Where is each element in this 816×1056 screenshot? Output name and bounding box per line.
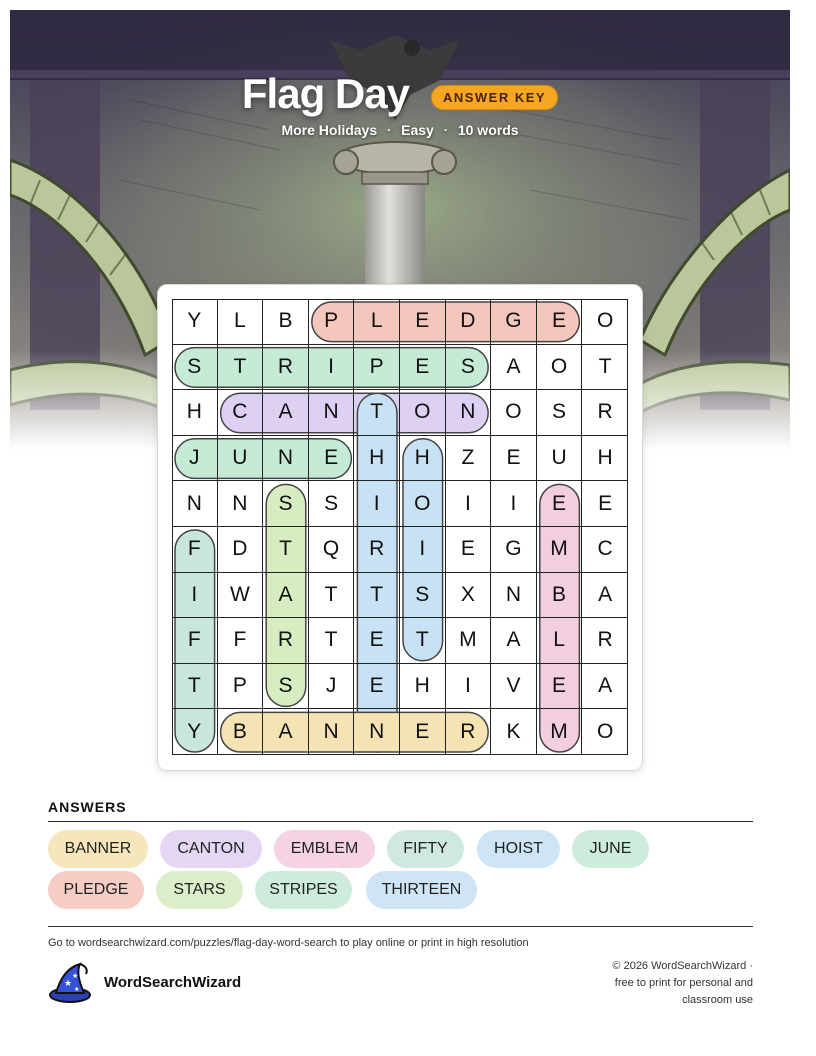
grid-cell[interactable]: H <box>400 436 446 482</box>
grid-cell[interactable]: E <box>400 345 446 391</box>
grid-cell[interactable]: E <box>582 481 628 527</box>
answer-pill-thirteen: THIRTEEN <box>366 871 477 909</box>
grid-cell[interactable]: E <box>400 709 446 755</box>
grid-cell[interactable]: I <box>172 573 218 619</box>
answer-pill-banner: BANNER <box>48 830 148 868</box>
grid-cell[interactable]: E <box>354 618 400 664</box>
grid-cell[interactable]: O <box>537 345 583 391</box>
grid-cell[interactable]: S <box>263 664 309 710</box>
copyright-line: classroom use <box>682 994 753 1006</box>
grid-cell[interactable]: I <box>446 481 492 527</box>
grid-cell[interactable]: K <box>491 709 537 755</box>
answer-pill-canton: CANTON <box>160 830 262 868</box>
grid-cell[interactable]: H <box>354 436 400 482</box>
grid-cell[interactable]: S <box>446 345 492 391</box>
grid-cell[interactable]: N <box>491 573 537 619</box>
grid-cell[interactable]: R <box>263 345 309 391</box>
copyright-notice <box>553 958 753 1009</box>
answer-pill-fifty: FIFTY <box>387 830 464 868</box>
grid-cell[interactable]: P <box>354 345 400 391</box>
grid-cell[interactable]: J <box>309 664 355 710</box>
grid-cell[interactable]: E <box>400 299 446 345</box>
grid-cell[interactable]: M <box>446 618 492 664</box>
answer-pill-hoist: HOIST <box>477 830 560 868</box>
grid-cell[interactable]: T <box>582 345 628 391</box>
grid-cell[interactable]: B <box>218 709 264 755</box>
grid-cell[interactable]: R <box>582 618 628 664</box>
grid-cell[interactable]: T <box>354 390 400 436</box>
grid-cell[interactable]: E <box>309 436 355 482</box>
grid-cell[interactable]: I <box>400 527 446 573</box>
grid-cell[interactable]: H <box>172 390 218 436</box>
grid-cell[interactable]: G <box>491 299 537 345</box>
answer-pill-pledge: PLEDGE <box>48 871 144 909</box>
puzzle-meta <box>0 122 800 138</box>
answer-key-badge: ANSWER KEY <box>431 85 558 110</box>
grid-cell[interactable]: C <box>582 527 628 573</box>
grid-cell[interactable]: B <box>537 573 583 619</box>
grid-cell[interactable]: I <box>491 481 537 527</box>
grid-cell[interactable]: S <box>263 481 309 527</box>
grid-cell[interactable]: L <box>218 299 264 345</box>
grid-cell[interactable]: T <box>354 573 400 619</box>
grid-cell[interactable]: R <box>446 709 492 755</box>
grid-cell[interactable]: F <box>218 618 264 664</box>
grid-cell[interactable]: N <box>263 436 309 482</box>
grid-cell[interactable]: I <box>446 664 492 710</box>
grid-cell[interactable]: S <box>537 390 583 436</box>
grid-cell[interactable]: H <box>582 436 628 482</box>
grid-cell[interactable]: U <box>218 436 264 482</box>
title-row <box>0 70 800 118</box>
grid-cell[interactable]: L <box>354 299 400 345</box>
grid-cell[interactable]: T <box>309 618 355 664</box>
grid-cell[interactable]: H <box>400 664 446 710</box>
grid-cell[interactable]: Q <box>309 527 355 573</box>
grid-cell[interactable]: E <box>446 527 492 573</box>
grid-cell[interactable]: D <box>446 299 492 345</box>
copyright-line: © 2026 WordSearchWizard · <box>612 960 753 972</box>
meta-separator: · <box>387 123 392 137</box>
letter-grid <box>172 299 628 755</box>
grid-cell[interactable]: N <box>354 709 400 755</box>
grid-cell[interactable]: P <box>309 299 355 345</box>
grid-cell[interactable]: E <box>537 299 583 345</box>
svg-text:★: ★ <box>72 972 79 980</box>
footer-url-text[interactable]: Go to wordsearchwizard.com/puzzles/flag-day-word-search to play online or print in high resolution <box>48 937 529 949</box>
grid-cell[interactable]: C <box>218 390 264 436</box>
grid-cell[interactable]: N <box>309 709 355 755</box>
grid-cell[interactable]: S <box>172 345 218 391</box>
grid-cell[interactable]: R <box>582 390 628 436</box>
grid-cell[interactable]: E <box>537 481 583 527</box>
grid-cell[interactable]: V <box>491 664 537 710</box>
svg-text:★: ★ <box>74 986 80 993</box>
grid-cell[interactable]: O <box>582 299 628 345</box>
grid-cell[interactable]: M <box>537 527 583 573</box>
grid-cell[interactable]: P <box>218 664 264 710</box>
divider <box>48 821 753 822</box>
difficulty-label: Easy <box>401 122 434 138</box>
wizard-hat-logo-icon <box>46 962 92 1004</box>
copyright-line: free to print for personal and <box>614 977 753 989</box>
grid-cell[interactable]: X <box>446 573 492 619</box>
grid-cell[interactable]: N <box>446 390 492 436</box>
answers-heading: ANSWERS <box>48 799 127 815</box>
grid-cell[interactable]: A <box>582 664 628 710</box>
grid-cell[interactable]: E <box>491 436 537 482</box>
divider <box>48 926 753 927</box>
grid-cell[interactable]: J <box>172 436 218 482</box>
grid-cell[interactable]: Z <box>446 436 492 482</box>
word-count-label: 10 words <box>457 122 519 138</box>
grid-cell[interactable]: T <box>263 527 309 573</box>
meta-separator: · <box>443 123 448 137</box>
grid-cell[interactable]: A <box>491 345 537 391</box>
answer-pill-emblem: EMBLEM <box>274 830 375 868</box>
grid-cell[interactable]: B <box>263 299 309 345</box>
grid-cell[interactable]: T <box>218 345 264 391</box>
grid-cell[interactable]: O <box>596 720 614 744</box>
grid-cell[interactable]: O <box>491 390 537 436</box>
grid-cell[interactable]: S <box>400 573 446 619</box>
grid-cell[interactable]: N <box>172 481 218 527</box>
grid-cell[interactable]: G <box>491 527 537 573</box>
grid-cell[interactable]: A <box>263 709 309 755</box>
grid-cell[interactable]: T <box>309 573 355 619</box>
grid-cell[interactable]: O <box>400 390 446 436</box>
grid-cell[interactable]: L <box>537 618 583 664</box>
brand-name[interactable]: WordSearchWizard <box>104 974 242 991</box>
grid-cell[interactable]: Y <box>172 299 218 345</box>
grid-cell[interactable]: T <box>172 664 218 710</box>
grid-cell[interactable]: I <box>354 481 400 527</box>
grid-cell[interactable]: A <box>491 618 537 664</box>
grid-cell[interactable]: R <box>354 527 400 573</box>
answer-pill-stripes: STRIPES <box>255 871 352 909</box>
grid-cell[interactable]: F <box>172 618 218 664</box>
answer-pill-stars: STARS <box>156 871 243 909</box>
grid-cell[interactable]: R <box>263 618 309 664</box>
grid-cell[interactable]: F <box>172 527 218 573</box>
svg-text:★: ★ <box>64 979 73 989</box>
grid-cell[interactable]: T <box>400 618 446 664</box>
grid-cell[interactable]: A <box>263 573 309 619</box>
grid-cell[interactable]: N <box>218 481 264 527</box>
grid-cell[interactable]: N <box>309 390 355 436</box>
grid-cell[interactable]: Y <box>172 709 218 755</box>
grid-cell[interactable]: S <box>309 481 355 527</box>
grid-cell[interactable]: A <box>582 573 628 619</box>
word-search-grid <box>172 299 628 755</box>
grid-cell[interactable]: E <box>537 664 583 710</box>
grid-cell[interactable]: I <box>309 345 355 391</box>
grid-cell[interactable]: D <box>218 527 264 573</box>
answer-pill-june: JUNE <box>572 830 649 868</box>
grid-cell[interactable]: E <box>354 664 400 710</box>
grid-cell[interactable]: U <box>537 436 583 482</box>
grid-cell[interactable]: A <box>263 390 309 436</box>
category-link[interactable]: More Holidays <box>281 122 378 138</box>
grid-cell[interactable]: M <box>537 709 583 755</box>
page-title: Flag Day <box>241 70 409 117</box>
grid-cell[interactable]: O <box>400 481 446 527</box>
grid-cell[interactable]: W <box>218 573 264 619</box>
